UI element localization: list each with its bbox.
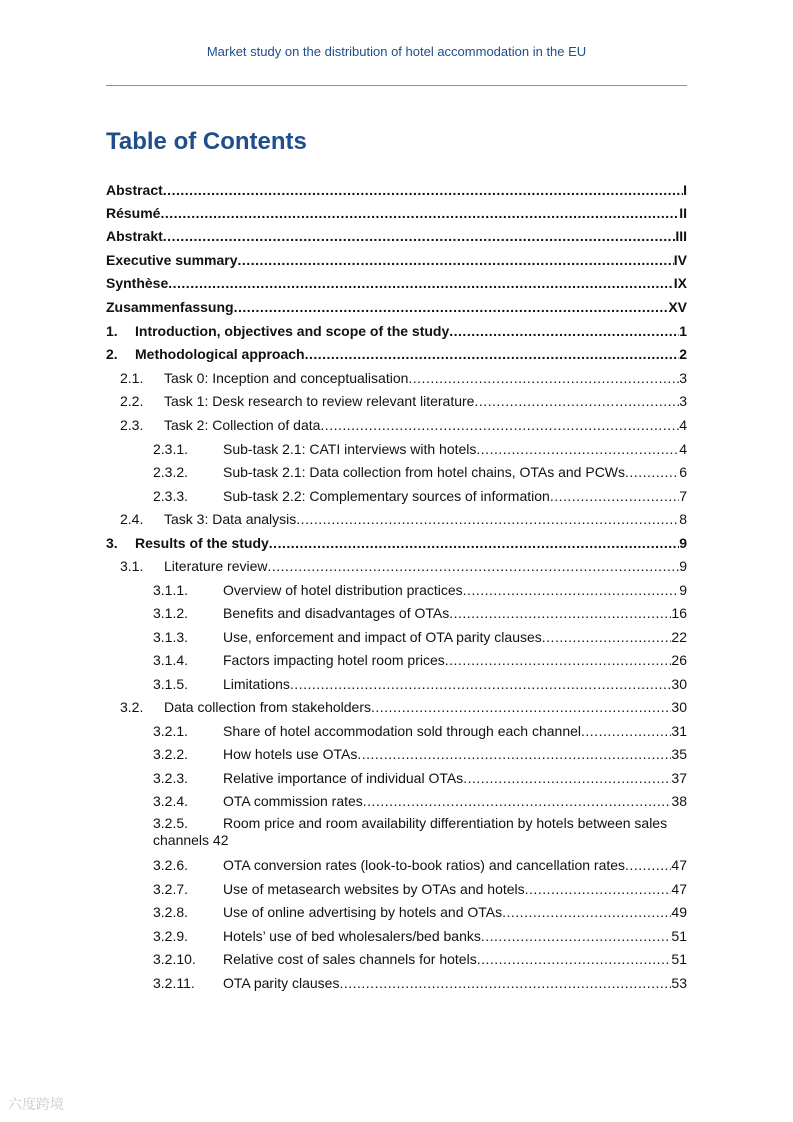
toc-leader-dots bbox=[163, 182, 683, 198]
toc-entry-label: Methodological approach bbox=[135, 346, 305, 362]
toc-entry-page: 47 bbox=[671, 881, 687, 897]
toc-entry-label: Room price and room availability differentiation by hotels between sales channels bbox=[153, 815, 668, 848]
toc-entry-number: 2.4. bbox=[120, 511, 144, 527]
toc-leader-dots bbox=[320, 417, 679, 433]
toc-entry-number: 2.2. bbox=[120, 393, 144, 409]
toc-entry-label: Relative cost of sales channels for hotels bbox=[223, 951, 477, 967]
toc-entry-label: Factors impacting hotel room prices bbox=[223, 652, 445, 668]
toc-entry[interactable] bbox=[153, 441, 687, 457]
toc-entry[interactable] bbox=[153, 857, 687, 873]
toc-entry[interactable] bbox=[153, 723, 687, 739]
toc-entry[interactable] bbox=[153, 676, 687, 692]
toc-entry-page: 51 bbox=[671, 928, 687, 944]
toc-entry[interactable] bbox=[153, 815, 687, 849]
toc-entry[interactable] bbox=[106, 182, 687, 198]
toc-entry-number: 3.1.2. bbox=[153, 605, 189, 621]
toc-leader-dots bbox=[163, 228, 676, 244]
toc-entry-number: 3.1.5. bbox=[153, 676, 189, 692]
toc-entry-number: 3.2.8. bbox=[153, 904, 189, 920]
toc-entry-page: 30 bbox=[671, 699, 687, 715]
toc-entry-label: Task 1: Desk research to review relevant literature bbox=[164, 393, 475, 409]
toc-entry-number: 2.3.3. bbox=[153, 488, 189, 504]
toc-entry-label: Executive summary bbox=[106, 252, 238, 268]
toc-entry-number: 2.3.2. bbox=[153, 464, 189, 480]
toc-entry-page: 9 bbox=[679, 582, 687, 598]
toc-entry-page: 9 bbox=[679, 558, 687, 574]
toc-leader-dots bbox=[305, 346, 680, 362]
toc-entry-page: I bbox=[683, 182, 687, 198]
toc-entry[interactable] bbox=[153, 488, 687, 504]
toc-entry-label: Résumé bbox=[106, 205, 161, 221]
toc-entry-label: Use, enforcement and impact of OTA parity clauses bbox=[223, 629, 542, 645]
toc-entry-page: 35 bbox=[671, 746, 687, 762]
toc-entry-page: 22 bbox=[671, 629, 687, 645]
toc-leader-dots bbox=[371, 699, 671, 715]
toc-leader-dots bbox=[542, 629, 672, 645]
toc-entry-page: 3 bbox=[679, 393, 687, 409]
toc-entry[interactable] bbox=[153, 629, 687, 645]
toc-entry-page: 4 bbox=[679, 417, 687, 433]
toc-entry-page: III bbox=[675, 228, 687, 244]
toc-leader-dots bbox=[269, 535, 679, 551]
toc-entry-page: IV bbox=[673, 252, 687, 268]
toc-entry-number: 3.2.7. bbox=[153, 881, 189, 897]
toc-entry-number: 3.2.6. bbox=[153, 857, 189, 873]
toc-leader-dots bbox=[234, 299, 669, 315]
page-title: Table of Contents bbox=[106, 128, 307, 155]
toc-leader-dots bbox=[463, 770, 671, 786]
toc-leader-dots bbox=[238, 252, 674, 268]
toc-leader-dots bbox=[477, 951, 672, 967]
toc-entry[interactable] bbox=[153, 770, 687, 786]
toc-leader-dots bbox=[408, 370, 679, 386]
toc-entry[interactable] bbox=[153, 464, 687, 480]
toc-entry-page: II bbox=[679, 205, 687, 221]
toc-entry[interactable] bbox=[120, 370, 687, 386]
toc-leader-dots bbox=[625, 857, 671, 873]
toc-entry[interactable] bbox=[153, 951, 687, 967]
toc-entry[interactable] bbox=[153, 746, 687, 762]
running-header: Market study on the distribution of hotel accommodation in the EU bbox=[206, 44, 587, 59]
toc-leader-dots bbox=[290, 676, 672, 692]
toc-leader-dots bbox=[168, 275, 674, 291]
toc-entry-page: 9 bbox=[679, 535, 687, 551]
toc-entry-number: 1. bbox=[106, 323, 118, 339]
toc-entry-number: 3.1.4. bbox=[153, 652, 189, 668]
toc-leader-dots bbox=[357, 746, 671, 762]
toc-entry-page: IX bbox=[673, 275, 687, 291]
toc-entry-label: Task 0: Inception and conceptualisation bbox=[164, 370, 409, 386]
toc-entry-number: 2. bbox=[106, 346, 118, 362]
toc-entry[interactable] bbox=[153, 975, 687, 991]
toc-entry-number: 3.2.1. bbox=[153, 723, 189, 739]
toc-leader-dots bbox=[474, 393, 679, 409]
toc-entry-label: Task 3: Data analysis bbox=[164, 511, 297, 527]
toc-entry-label: OTA parity clauses bbox=[223, 975, 340, 991]
toc-leader-dots bbox=[296, 511, 679, 527]
toc-entry[interactable] bbox=[120, 511, 687, 527]
toc-entry[interactable] bbox=[106, 228, 687, 244]
toc-leader-dots bbox=[449, 323, 679, 339]
toc-leader-dots bbox=[502, 904, 671, 920]
toc-entry[interactable] bbox=[106, 323, 687, 339]
toc-leader-dots bbox=[449, 605, 671, 621]
toc-entry-label: Sub-task 2.2: Complementary sources of information bbox=[223, 488, 550, 504]
toc-entry[interactable] bbox=[120, 417, 687, 433]
toc-entry-page: 16 bbox=[671, 605, 687, 621]
toc-entry-number: 3.2.3. bbox=[153, 770, 189, 786]
toc-entry-page: 4 bbox=[679, 441, 687, 457]
toc-leader-dots bbox=[268, 558, 680, 574]
toc-entry-label: Share of hotel accommodation sold through each channel bbox=[223, 723, 582, 739]
toc-entry-number: 3.2.4. bbox=[153, 793, 189, 809]
toc-entry-page: 1 bbox=[679, 323, 687, 339]
toc-entry-label: Data collection from stakeholders bbox=[164, 699, 371, 715]
toc-entry-page: 2 bbox=[679, 346, 687, 362]
toc-leader-dots bbox=[445, 652, 672, 668]
toc-entry[interactable] bbox=[153, 605, 687, 621]
toc-entry-number: 3.1. bbox=[120, 558, 144, 574]
header-divider bbox=[106, 85, 687, 86]
toc-entry-page: XV bbox=[668, 299, 687, 315]
toc-entry[interactable] bbox=[120, 393, 687, 409]
toc-entry-page: 31 bbox=[671, 723, 687, 739]
toc-entry-label: Sub-task 2.1: CATI interviews with hotels bbox=[223, 441, 477, 457]
toc-entry-label: Abstrakt bbox=[106, 228, 163, 244]
toc-entry-label: Results of the study bbox=[135, 535, 269, 551]
toc-entry-page: 3 bbox=[679, 370, 687, 386]
toc-entry-number: 3.2.5. bbox=[153, 815, 189, 831]
toc-entry-label: Sub-task 2.1: Data collection from hotel chains, OTAs and PCWs bbox=[223, 464, 626, 480]
toc-entry-label: Limitations bbox=[223, 676, 290, 692]
toc-entry-number: 2.1. bbox=[120, 370, 144, 386]
toc-entry-page: 53 bbox=[671, 975, 687, 991]
toc-entry-page: 47 bbox=[671, 857, 687, 873]
toc-entry-label: Abstract bbox=[106, 182, 163, 198]
toc-leader-dots bbox=[476, 441, 679, 457]
toc-entry[interactable] bbox=[153, 904, 687, 920]
toc-leader-dots bbox=[339, 975, 671, 991]
toc-entry[interactable] bbox=[106, 535, 687, 551]
toc-entry-number: 3.2.2. bbox=[153, 746, 189, 762]
toc-entry-label: Hotels’ use of bed wholesalers/bed banks bbox=[223, 928, 481, 944]
toc-entry[interactable] bbox=[153, 881, 687, 897]
watermark-logo: 六度跨境 bbox=[8, 1096, 64, 1112]
toc-entry-page: 51 bbox=[671, 951, 687, 967]
toc-entry-label: Overview of hotel distribution practices bbox=[223, 582, 463, 598]
toc-entry[interactable] bbox=[106, 299, 687, 315]
toc-entry[interactable] bbox=[153, 928, 687, 944]
toc-entry[interactable] bbox=[153, 582, 687, 598]
toc-entry-number: 3.2.9. bbox=[153, 928, 189, 944]
toc-entry-page: 6 bbox=[679, 464, 687, 480]
toc-entry-number: 3.2.10. bbox=[153, 951, 196, 967]
toc-entry-page: 49 bbox=[671, 904, 687, 920]
toc-leader-dots bbox=[525, 881, 672, 897]
toc-entry-label: Relative importance of individual OTAs bbox=[223, 770, 464, 786]
toc-entry[interactable] bbox=[153, 652, 687, 668]
toc-entry[interactable] bbox=[106, 252, 687, 268]
toc-entry-label: Synthèse bbox=[106, 275, 169, 291]
toc-leader-dots bbox=[481, 928, 672, 944]
toc-entry[interactable] bbox=[120, 699, 687, 715]
toc-entry-number: 2.3. bbox=[120, 417, 144, 433]
toc-leader-dots bbox=[160, 205, 679, 221]
toc-entry-number: 3.2.11. bbox=[153, 975, 195, 991]
toc-entry-number: 3.1.1. bbox=[153, 582, 189, 598]
toc-entry-label: Literature review bbox=[164, 558, 268, 574]
toc-entry-label: Use of online advertising by hotels and OTAs bbox=[223, 904, 503, 920]
toc-entry-label: Benefits and disadvantages of OTAs bbox=[223, 605, 450, 621]
toc-entry-number: 3.2. bbox=[120, 699, 144, 715]
toc-entry[interactable] bbox=[120, 558, 687, 574]
toc-entry-label: Zusammenfassung bbox=[106, 299, 234, 315]
toc-entry-page: 30 bbox=[671, 676, 687, 692]
toc-entry[interactable] bbox=[106, 205, 687, 221]
toc-entry-page: 8 bbox=[679, 511, 687, 527]
toc-entry-page: 38 bbox=[671, 793, 687, 809]
toc-leader-dots bbox=[550, 488, 679, 504]
toc-entry-page: 7 bbox=[679, 488, 687, 504]
toc-entry[interactable] bbox=[106, 275, 687, 291]
toc-entry[interactable] bbox=[153, 793, 687, 809]
toc-entry-page: 42 bbox=[209, 832, 229, 848]
toc-entry-label: Task 2: Collection of data bbox=[164, 417, 321, 433]
toc-entry-label: How hotels use OTAs bbox=[223, 746, 358, 762]
toc-leader-dots bbox=[463, 582, 680, 598]
toc-leader-dots bbox=[625, 464, 679, 480]
toc-entry-page: 26 bbox=[671, 652, 687, 668]
toc-entry-label: OTA conversion rates (look-to-book ratios) and cancellation rates bbox=[223, 857, 626, 873]
toc-entry-number: 2.3.1. bbox=[153, 441, 189, 457]
toc-entry-label: OTA commission rates bbox=[223, 793, 363, 809]
toc-entry-number: 3. bbox=[106, 535, 118, 551]
toc-entry[interactable] bbox=[106, 346, 687, 362]
toc-leader-dots bbox=[363, 793, 672, 809]
toc-entry-label: Use of metasearch websites by OTAs and hotels bbox=[223, 881, 525, 897]
toc-entry-number: 3.1.3. bbox=[153, 629, 189, 645]
toc-entry-label: Introduction, objectives and scope of the study bbox=[135, 323, 450, 339]
toc-entry-page: 37 bbox=[671, 770, 687, 786]
toc-leader-dots bbox=[581, 723, 671, 739]
